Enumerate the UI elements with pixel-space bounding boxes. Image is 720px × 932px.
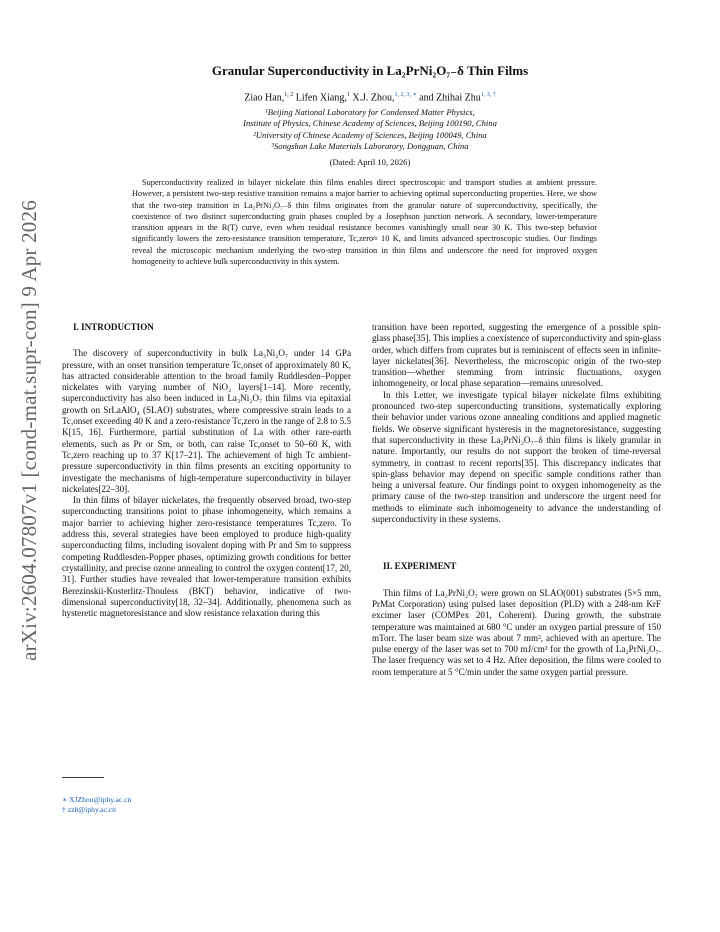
footnotes	[62, 795, 131, 815]
intro-paragraph-1: The discovery of superconductivity in bulk La₃Ni₂O₇ under 14 GPa pressure, with an onset transition temperature Tc,onset of approximately 80 K, has attracted considerable attention to the broad family Ruddlesden–Popper nickelates with varying number of NiO₂ layers[1–14]. More recently, superconductivity has also been induced in La₃Ni₂O₇ thin films via epitaxial growth on SrLaAlO₄ (SLAO) substrates, where compressive strain leads to a Tc,onset exceeding 40 K and a zero-resistance Tc,zero in the range of 2.8 to 5.5 K[15, 16]. Furthermore, partial substitution of La with other rare-earth elements, such as Pr or Sm, or both, can raise Tc,onset to 50–60 K, with Tc,zero reaching up to 37 K[17–21]. The achievement of high Tc ambient-pressure superconductivity in thin films presents an exciting opportunity to investigate the mechanisms of high-temperature superconductivity in bilayer nickelates[22–30].	[62, 348, 351, 494]
arxiv-sidebar-stamp	[14, 190, 44, 670]
left-column	[62, 322, 351, 619]
author-zhou-affil[interactable]: 1, 2, 3, ∗	[394, 92, 417, 98]
author-han: Ziao Han,	[244, 92, 285, 104]
footnote-2	[62, 805, 131, 815]
date-line: (Dated: April 10, 2026)	[329, 157, 411, 167]
affiliation-line: ¹Beijing National Laboratory for Condensed Matter Physics,	[265, 107, 475, 117]
author-zhu: and Zhihai Zhu	[419, 92, 481, 104]
affiliation-line: ²University of Chinese Academy of Sciences, Beijing 100049, China	[253, 129, 487, 140]
footnote-1-mark: ∗	[62, 795, 68, 804]
footnote-1-email-link[interactable]: XJZhou@iphy.ac.cn	[69, 795, 132, 804]
intro-paragraph-4: In this Letter, we investigate typical bilayer nickelate films exhibiting pronounced two-step superconducting transitions, systematically exploring their behavior under various ozone annealing conditions and applied magnetic fields. We observe significant hysteresis in the magnetoresistance, suggesting that superconductivity in these La₂PrNi₂O₇₋δ thin films is likely granular in nature. Importantly, our results do not support the broken of time-reversal symmetry, in contrast to recent reports[35]. This discrepancy indicates that spin-glass behavior may depend on specific sample conditions rather than being a universal feature. Our findings point to oxygen inhomogeneity as the primary cause of the two-step transition and underscore the urgent need for methods to eliminate such inhomogeneity to advance the understanding of superconductivity in these systems.	[372, 389, 661, 525]
paper-title: Granular Superconductivity in La₂PrNi₂O₇₋δ Thin Films	[211, 63, 529, 78]
author-xiang-affil: 1	[346, 92, 350, 98]
section-heading-experiment: II. EXPERIMENT	[383, 561, 457, 572]
author-list	[80, 91, 660, 103]
right-column	[372, 322, 661, 678]
experiment-paragraph-1: Thin films of La₂PrNi₂O₇ were grown on SLAO(001) substrates (5×5 mm, PrMat Corporation) using pulsed laser deposition (PLD) with a 248-nm KrF excimer laser (COMPex 201, Coherent). During growth, the substrate temperature was maintained at 680 °C under an oxygen partial pressure of 150 mTorr. The laser beam size was about 7 mm², achieved with an aperture. The pulse energy of the laser was set to 700 mJ/cm² for the growth of La₂PrNi₂O₇. The laser frequency was set to 4 Hz. After deposition, the films were cooled to room temperature at 5 °C/min under the same oxygen partial pressure.	[372, 587, 661, 677]
intro-paragraph-2: In thin films of bilayer nickelates, the frequently observed broad, two-step superconducting transitions point to phase inhomogeneity, which remains a major barrier to achieving higher zero-resistance temperatures Tc,zero. To address this, several strategies have been employed to produce high-quality superconducting films, including isovalent doping with Pr and Sm to suppress competing Ruddlesden-Popper phases, optimizing growth conditions for better crystallinity, and precise ozone annealing to control the oxygen content[17, 20, 31]. Further studies have revealed that lower-temperature transition exhibits Berezinskii-Kosterlitz-Thouless (BKT) behavior, indicative of two-dimensional superconductivity[18, 32–34]. Additionally, phenomena such as hysteretic magnetoresistance and slow resistance relaxation during this	[62, 495, 351, 619]
footnote-divider	[62, 777, 104, 778]
affiliation-line: Institute of Physics, Chinese Academy of Sciences, Beijing 100190, China	[243, 118, 497, 129]
author-zhou: X.J. Zhou,	[352, 92, 395, 104]
affiliations	[80, 107, 660, 152]
abstract: Superconductivity realized in bilayer nickelate thin films enables direct spectroscopic and transport studies at ambient pressure. However, a persistent two-step resistive transition remains a major barrier to achieving optimal superconducting properties. Here, we show that the two-step transition in La₂PrNi₂O₇₋δ thin films originates from the granular nature of superconductivity, specifically, the coexistence of two distinct superconducting grain phases coupled by a Josephson junction network. A secondary, lower-temperature transition appears in the R(T) curve, even when residual resistance becomes vanishingly small near 30 K. This two-step behavior significantly lowers the zero-resistance transition temperature, Tc,zero≈ 10 K, and limits advanced spectroscopic studies. Our findings reveal the microscopic mechanism underlying the two-step transition in thin films and underscore the need for improved oxygen homogeneity to achieve bulk superconductivity in this system.	[132, 178, 597, 267]
affiliation-line: ³Songshan Lake Materials Laboratory, Dongguan, China	[271, 140, 469, 151]
author-xiang: Lifen Xiang,	[295, 92, 347, 104]
section-heading-introduction: I. INTRODUCTION	[73, 322, 154, 332]
footnote-2-mark: †	[62, 805, 66, 814]
arxiv-identifier: arXiv:2604.07807v1 [cond-mat.supr-con] 9 Apr 2026	[16, 199, 41, 661]
author-han-affil: 1, 2	[284, 92, 294, 98]
footnote-2-email-link[interactable]: zzh@iphy.ac.cn	[67, 805, 116, 814]
author-zhu-affil[interactable]: 1, 3, †	[480, 92, 496, 98]
footnote-1	[62, 795, 131, 805]
intro-paragraph-3: transition have been reported, suggesting the emergence of a possible spin-glass phase[35]. This implies a coexistence of superconductivity and spin-glass order, which differs from cuprates but is reminiscent of effects seen in infinite-layer nickelates[36]. Nevertheless, the microscopic origin of the two-step transition—whether stemming from intrinsic fluctuations, oxygen inhomogeneity, or local phase separation—remains unresolved.	[372, 322, 661, 389]
